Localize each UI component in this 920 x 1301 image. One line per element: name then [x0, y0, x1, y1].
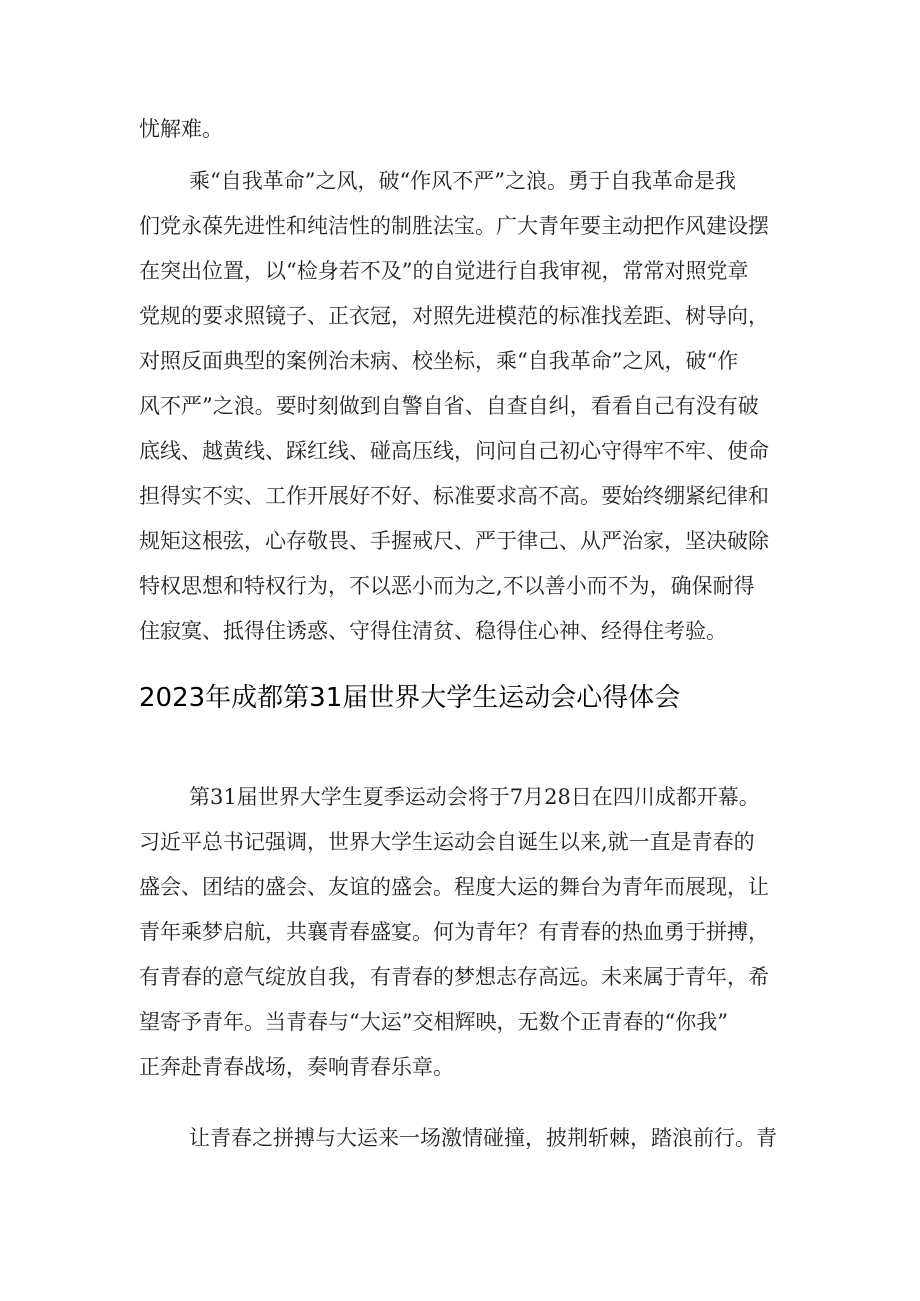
paragraph-line: 习近平总书记强调，世界大学生运动会自诞生以来,就一直是青春的: [139, 830, 755, 854]
paragraph-line: 让青春之拼搏与大运来一场激情碰撞，披荆斩棘，踏浪前行。青: [189, 1126, 777, 1150]
paragraph-line: 望寄予青年。当青春与“大运”交相辉映，无数个正青春的“你我”: [139, 1010, 728, 1034]
paragraph-line: 风不严”之浪。要时刻做到自警自省、自查自纠，看看自己有没有破: [139, 394, 759, 418]
paragraph-line: 青年乘梦启航，共襄青春盛宴。何为青年？有青春的热血勇于拼搏，: [139, 920, 769, 944]
paragraph-line: 特权思想和特权行为，不以恶小而为之,不以善小而不为，确保耐得: [139, 574, 755, 598]
paragraph-continuation: 忧解难。: [139, 117, 223, 141]
paragraph-line: 底线、越黄线、踩红线、碰高压线，问问自己初心守得牢不牢、使命: [139, 439, 769, 463]
paragraph-line: 有青春的意气绽放自我，有青春的梦想志存高远。未来属于青年，希: [139, 965, 769, 989]
paragraph-line: 住寂寞、抵得住诱惑、守得住清贫、稳得住心神、经得住考验。: [139, 619, 727, 643]
paragraph-line: 正奔赴青春战场，奏响青春乐章。: [139, 1055, 454, 1079]
paragraph-line: 乘“自我革命”之风，破“作风不严”之浪。勇于自我革命是我: [189, 169, 736, 193]
paragraph-line: 规矩这根弦，心存敬畏、手握戒尺、严于律己、从严治家，坚决破除: [139, 529, 769, 553]
paragraph-line: 党规的要求照镜子、正衣冠，对照先进模范的标准找差距、树导向，: [139, 304, 769, 328]
paragraph-line: 盛会、团结的盛会、友谊的盛会。程度大运的舞台为青年而展现，让: [139, 875, 769, 899]
paragraph-line: 在突出位置，以“检身若不及”的自觉进行自我审视，常常对照党章: [139, 259, 749, 283]
paragraph-line: 第31届世界大学生夏季运动会将于7月28日在四川成都开幕。: [189, 785, 760, 809]
paragraph-line: 们党永葆先进性和纯洁性的制胜法宝。广大青年要主动把作风建设摆: [139, 214, 769, 238]
paragraph-line: 担得实不实、工作开展好不好、标准要求高不高。要始终绷紧纪律和: [139, 484, 769, 508]
section-heading: 2023年成都第31届世界大学生运动会心得体会: [139, 683, 681, 713]
paragraph-line: 对照反面典型的案例治未病、校坐标，乘“自我革命”之风，破“作: [139, 349, 739, 373]
